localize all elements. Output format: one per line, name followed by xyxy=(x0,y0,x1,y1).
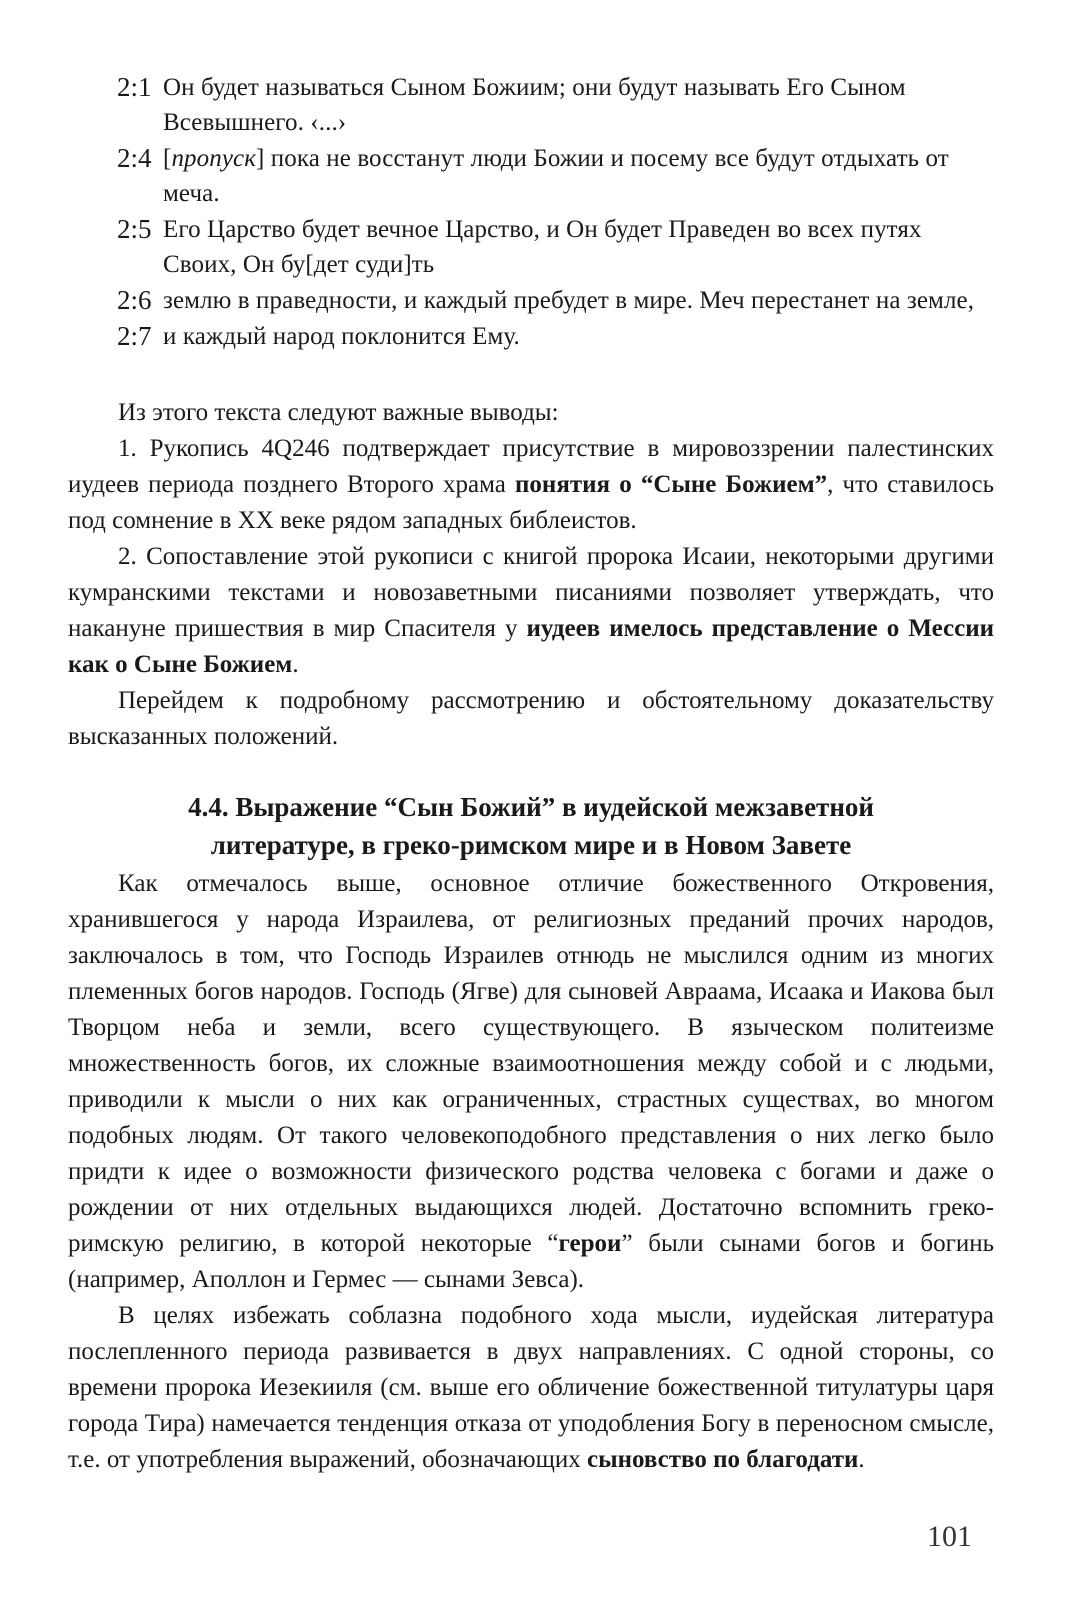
paragraph-2-text: В целях избежать соблазна подобного хода мысли, иудейская литература послепленного периода развивается в двух направлениях. С одной стороны, со времени пророка Иезекииля (см. выше его обличение божественной титулатуры царя города Тира) намечается тенденция отказа от уподобления Богу в переносном смысле, т.е. от употребления выражений, обозначающих xyxy=(68,1302,994,1473)
verse-2-7 xyxy=(117,319,987,354)
page-number: 101 xyxy=(927,1520,972,1553)
omission-note: пропуск xyxy=(171,145,257,172)
verse-text: Его Царство будет вечное Царство, и Он будет Праведен во всех путях Своих, Он бу[дет суди]ть xyxy=(163,216,922,278)
paragraph-1-text-end: ” были сынами богов и богинь (например, Аполлон и Гермес — сынами Зевса). xyxy=(68,1230,994,1293)
section-body xyxy=(68,866,994,1478)
section-heading-line-1: 4.4. Выражение “Сын Божий” в иудейской межзаветной xyxy=(188,792,874,822)
verse-text: и каждый народ поклонится Ему. xyxy=(163,323,520,350)
verse-text: землю в праведности, и каждый пребудет в мире. Меч перестанет на земле, xyxy=(163,287,975,314)
verse-2-5 xyxy=(117,212,987,282)
bracket-open: [ xyxy=(163,145,172,172)
section-paragraph-1 xyxy=(68,866,994,1298)
section-heading xyxy=(68,788,994,864)
verse-list xyxy=(117,70,987,355)
paragraph-1-emphasis: герои xyxy=(558,1230,622,1257)
verse-text: Он будет называться Сыном Божиим; они будут называть Его Сыном Всевышнего. ‹...› xyxy=(163,74,906,136)
verse-ref: 2:1 xyxy=(117,72,152,102)
conclusion-1-text: 1. Рукопись 4Q246 подтверждает присутствие в мировоззрении палестинских иудеев периода позднего Второго храма xyxy=(68,435,994,498)
conclusion-1 xyxy=(68,431,994,539)
verse-2-4 xyxy=(117,141,987,211)
verse-text-rest: ] пока не восстанут люди Божии и посему все будут отдыхать от меча. xyxy=(163,145,949,207)
paragraph-1-text: Как отмечалось выше, основное отличие божественного Откровения, хранившегося у народа Израилева, от религиозных преданий прочих народов, заключалось в том, что Господь Израилев отнюдь не мыслился одним из многих племенных богов народов. Господь (Ягве) для сыновей Авраама, Исаака и Иакова был Творцом неба и земли, всего существующего. В языческом политеизме множественность богов, их сложные взаимоотношения между собой и с людьми, приводили к мысли о них как ограниченных, страстных существах, во многом подобных людям. От такого человекоподобного представления о них легко было придти к идее о возможности физического родства человека с богами и даже о рождении от них отдельных выдающихся людей. Достаточно вспомнить греко-римскую религию, в которой некоторые “ xyxy=(68,870,994,1257)
conclusions-block xyxy=(68,395,994,755)
verse-ref: 2:4 xyxy=(117,143,152,173)
verse-ref: 2:6 xyxy=(117,285,152,315)
verse-2-1 xyxy=(117,70,987,140)
section-heading-line-2: литературе, в греко-римском мире и в Новом Завете xyxy=(210,830,852,860)
conclusion-2-text-end: . xyxy=(292,651,299,678)
conclusion-2-emphasis: иудеев имелось представление о Мессии как о Сыне Божием xyxy=(68,615,995,678)
section-paragraph-2 xyxy=(68,1298,994,1478)
paragraph-2-text-end: . xyxy=(858,1446,865,1473)
conclusion-2-text: 2. Сопоставление этой рукописи с книгой пророка Исаии, некоторыми другими кумранскими текстами и новозаветными писаниями позволяет утверждать, что накануне пришествия в мир Спасителя у xyxy=(68,543,994,642)
conclusion-2 xyxy=(68,539,994,683)
transition-paragraph: Перейдем к подробному рассмотрению и обстоятельному доказательству высказанных положений. xyxy=(68,687,994,750)
verse-ref: 2:5 xyxy=(117,214,152,244)
conclusion-1-text-end: , что ставилось под сомнение в XX веке рядом западных библеистов. xyxy=(68,471,994,534)
conclusion-1-emphasis: понятия о “Сыне Божием” xyxy=(515,471,828,498)
conclusions-intro: Из этого текста следуют важные выводы: xyxy=(118,399,559,426)
verse-ref: 2:7 xyxy=(117,321,152,351)
verse-text xyxy=(163,145,949,207)
verse-2-6 xyxy=(117,283,987,318)
paragraph-2-emphasis: сыновство по благодати xyxy=(586,1446,859,1473)
